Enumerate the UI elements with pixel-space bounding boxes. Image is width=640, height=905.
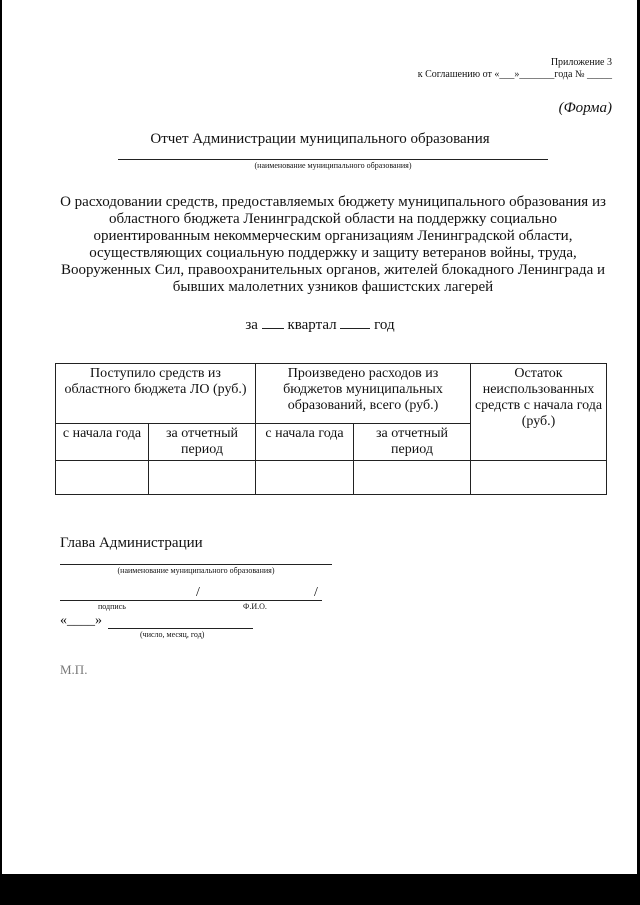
spent-period-header: за отчетный период (354, 424, 471, 461)
signature-line (60, 600, 322, 601)
date-line (108, 628, 253, 629)
period-prefix: за (245, 317, 258, 333)
table-cell[interactable] (354, 461, 471, 495)
table-header-row (56, 364, 607, 424)
table-cell[interactable] (56, 461, 149, 495)
head-of-administration: Глава Администрации (60, 535, 203, 551)
spent-year-start-header: с начала года (256, 424, 354, 461)
year-blank (340, 314, 370, 329)
head-municipality-caption: (наименование муниципального образования) (117, 566, 275, 575)
table-cell[interactable] (471, 461, 607, 495)
fio-caption: Ф.И.О. (243, 602, 267, 611)
appendix-note (418, 57, 612, 81)
received-year-start-header: с начала года (56, 424, 149, 461)
signature-separator: / (196, 585, 200, 600)
balance-header: Остаток неиспользованных средств с начала года (руб.) (471, 364, 607, 461)
form-label: (Форма) (558, 100, 612, 116)
signature-caption: подпись (98, 602, 126, 611)
scan-border-bottom (0, 874, 640, 905)
municipality-name-line (118, 159, 548, 160)
report-period (0, 314, 640, 334)
report-table (55, 363, 607, 495)
table-row (56, 461, 607, 495)
date-caption: (число, месяц, год) (140, 630, 205, 639)
quarter-blank (262, 314, 284, 329)
signature-end-mark: / (314, 585, 318, 600)
appendix-number: Приложение 3 (550, 57, 612, 68)
municipality-name-caption: (наименование муниципального образования) (254, 161, 412, 170)
table-cell[interactable] (149, 461, 256, 495)
head-municipality-line (60, 564, 332, 565)
spent-header: Произведено расходов из бюджетов муниципальных образований, всего (руб.) (256, 364, 471, 424)
report-subject: О расходовании средств, предоставляемых бюджету муниципального образования из областного бюджета Ленинградской области на поддержку социально ориентированным некоммерческим организациям Ленинградской области, осуществляющих социальную поддержку и защиту ветеранов войны, труда, Вооруженных Сил, правоохранительных органов, жителей блокадного Ленинграда и бывших малолетних узников фашистских лагерей (60, 194, 606, 295)
period-quarter-label: квартал (287, 317, 337, 333)
received-period-header: за отчетный период (149, 424, 256, 461)
received-header: Поступило средств из областного бюджета ЛО (руб.) (56, 364, 256, 424)
table-cell[interactable] (256, 461, 354, 495)
date-field: «____» (60, 613, 102, 628)
stamp-place: М.П. (60, 662, 88, 677)
report-title: Отчет Администрации муниципального образования (150, 131, 490, 147)
period-year-label: год (374, 317, 395, 333)
agreement-reference: к Соглашению от «___»_______года № _____ (417, 69, 612, 80)
